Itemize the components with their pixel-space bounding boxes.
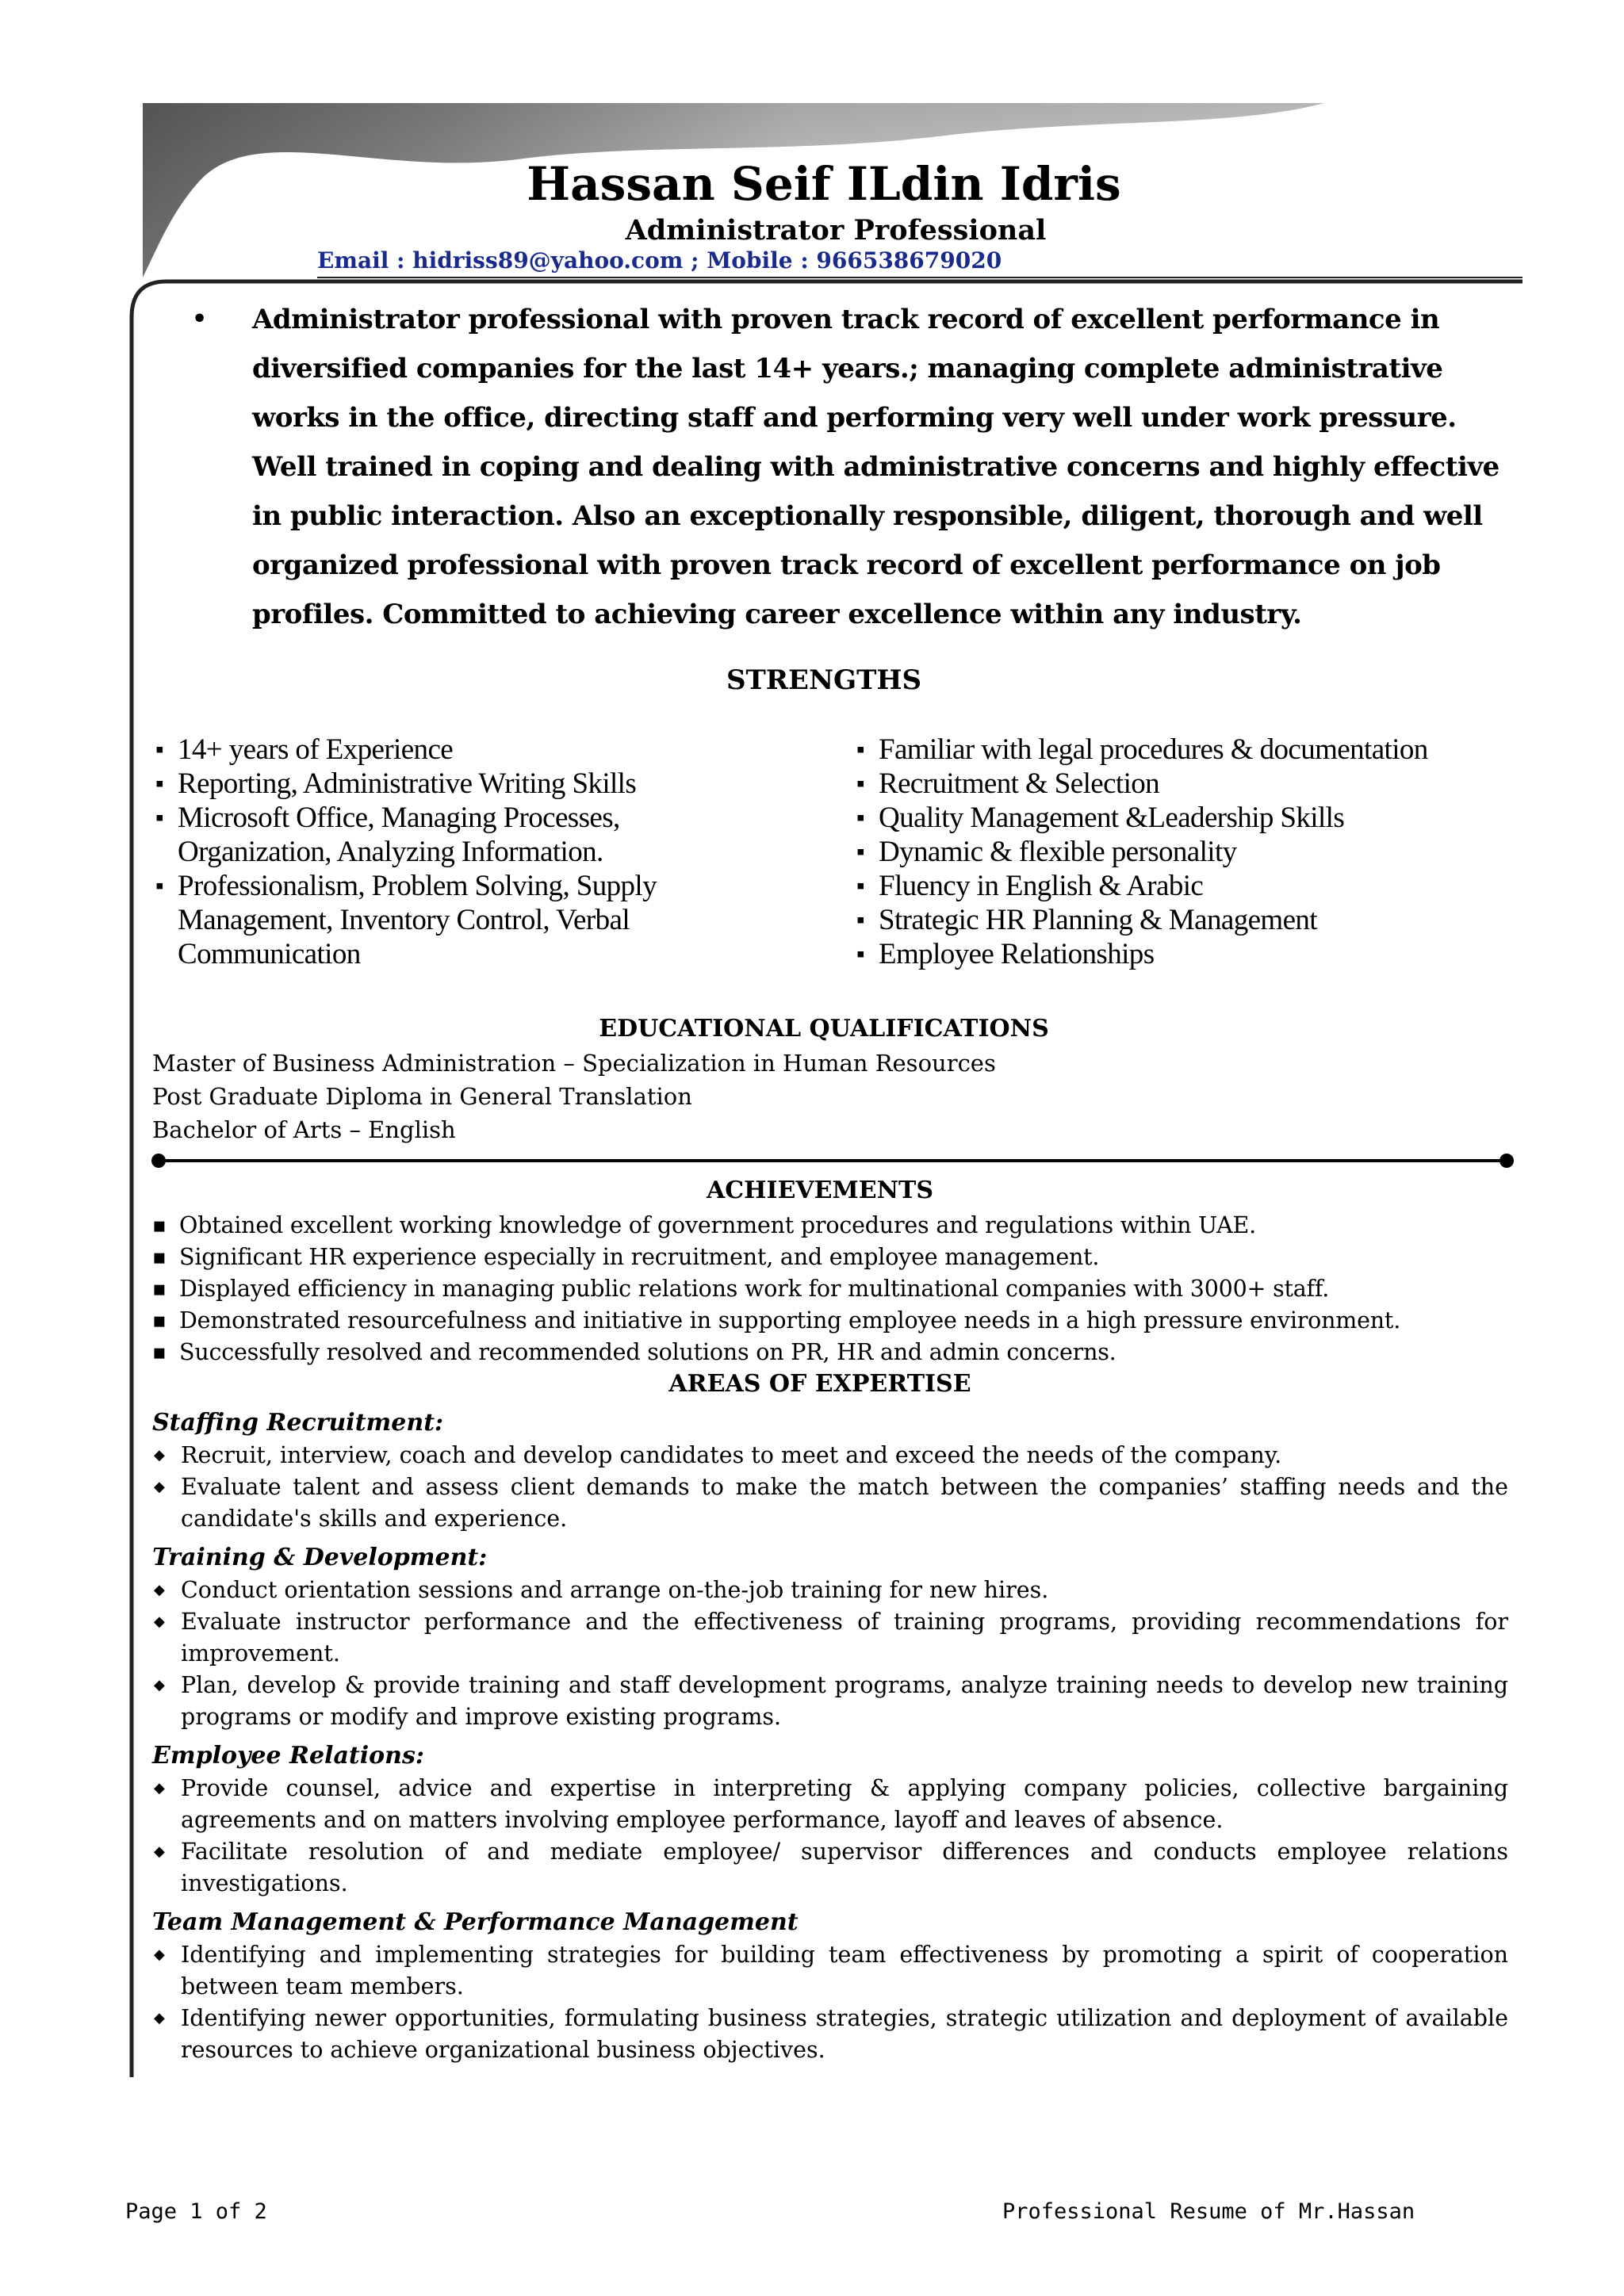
achievement-item: ▪ Demonstrated resourcefulness and initiative in supporting employee needs in a high pressure environment. — [152, 1305, 1400, 1337]
bullet-icon: • — [192, 305, 207, 333]
area-list — [152, 1440, 1508, 1535]
strength-item: ▪ Microsoft Office, Managing Processes, Organization, Analyzing Information. — [155, 801, 726, 869]
strength-item: ▪ Recruitment & Selection — [856, 767, 1570, 801]
expertise-title: AREAS OF EXPERTISE — [668, 1370, 971, 1398]
footer-title: Professional Resume of Mr.Hassan — [1002, 2199, 1415, 2224]
area-item: ◆ Evaluate instructor performance and the effectiveness of training programs, providing recommendations for improvement. — [152, 1606, 1508, 1670]
area-heading: Team Management & Performance Management — [152, 1908, 799, 1936]
candidate-name: Hassan Seif ILdin Idris — [527, 157, 1121, 211]
strength-item: ▪ Familiar with legal procedures & documentation — [856, 733, 1570, 767]
strength-item: ▪ Dynamic & flexible personality — [856, 835, 1570, 869]
education-item: Post Graduate Diploma in General Translation — [152, 1083, 692, 1110]
education-item: Master of Business Administration – Specialization in Human Resources — [152, 1050, 996, 1077]
achievement-item: ▪ Displayed efficiency in managing public relations work for multinational companies with 3000+ staff. — [152, 1273, 1400, 1305]
education-item: Bachelor of Arts – English — [152, 1116, 456, 1143]
section-divider — [151, 1151, 1515, 1170]
achievements-title: ACHIEVEMENTS — [706, 1177, 934, 1204]
achievement-item: ▪ Obtained excellent working knowledge of government procedures and regulations within UAE. — [152, 1210, 1400, 1242]
area-heading: Staffing Recruitment: — [152, 1409, 444, 1437]
area-list — [152, 1773, 1508, 1900]
area-item: ◆ Identifying newer opportunities, formulating business strategies, strategic utilization and deployment of available resources to achieve organizational business objectives. — [152, 2003, 1508, 2066]
summary-text: Administrator professional with proven track record of excellent performance in diversified companies for the last 14+ years.; managing complete administrative works in the office, directing staff and performing very well under work pressure. Well trained in coping and dealing with administrative concerns and highly effective in public interaction. Also an exceptionally responsible, diligent, thorough and well organized professional with proven track record of excellent performance on job profiles. Committed to achieving career excellence within any industry. — [252, 304, 1500, 630]
strength-item: ▪ Fluency in English & Arabic — [856, 869, 1570, 903]
strength-item: ▪ 14+ years of Experience — [155, 733, 726, 767]
area-item: ◆ Identifying and implementing strategies for building team effectiveness by promoting a spirit of cooperation between team members. — [152, 1939, 1508, 2003]
area-item: ◆ Conduct orientation sessions and arrange on-the-job training for new hires. — [152, 1575, 1508, 1606]
area-heading: Training & Development: — [152, 1544, 488, 1571]
education-list — [152, 1047, 996, 1146]
strength-item: ▪ Employee Relationships — [856, 937, 1570, 971]
strength-item: ▪ Quality Management &Leadership Skills — [856, 801, 1570, 835]
area-item: ◆ Plan, develop & provide training and staff development programs, analyze training needs to develop new training programs or modify and improve existing programs. — [152, 1670, 1508, 1733]
strength-item: ▪ Professionalism, Problem Solving, Supply Management, Inventory Control, Verbal Communication — [155, 869, 726, 971]
candidate-role: Administrator Professional — [625, 214, 1047, 247]
area-heading: Employee Relations: — [152, 1742, 424, 1770]
strengths-title: STRENGTHS — [726, 664, 922, 696]
achievement-item: ▪ Significant HR experience especially in recruitment, and employee management. — [152, 1242, 1400, 1273]
area-list — [152, 1939, 1508, 2066]
achievements-list — [152, 1210, 1400, 1368]
area-item: ◆ Provide counsel, advice and expertise in interpreting & applying company policies, collective bargaining agreements and on matters involving employee performance, layoff and leaves of absence. — [152, 1773, 1508, 1836]
strength-item: ▪ Reporting, Administrative Writing Skills — [155, 767, 726, 801]
area-item: ◆ Facilitate resolution of and mediate employee/ supervisor differences and conducts employee relations investigations. — [152, 1836, 1508, 1900]
contact-line: Email : hidriss89@yahoo.com ; Mobile : 966538679020 — [317, 247, 1002, 274]
strengths-left-list — [155, 733, 726, 971]
achievement-item: ▪ Successfully resolved and recommended solutions on PR, HR and admin concerns. — [152, 1337, 1400, 1368]
area-item: ◆ Evaluate talent and assess client demands to make the match between the companies’ staffing needs and the candidate's skills and experience. — [152, 1471, 1508, 1535]
expertise-areas — [152, 1406, 1508, 2072]
strength-item: ▪ Strategic HR Planning & Management — [856, 903, 1570, 937]
summary-list — [192, 295, 1522, 639]
strengths-right-list — [856, 733, 1570, 971]
area-item: ◆ Recruit, interview, coach and develop candidates to meet and exceed the needs of the company. — [152, 1440, 1508, 1471]
summary-item — [192, 295, 1522, 639]
page-number: Page 1 of 2 — [125, 2199, 267, 2224]
education-title: EDUCATIONAL QUALIFICATIONS — [599, 1015, 1049, 1043]
area-list — [152, 1575, 1508, 1733]
